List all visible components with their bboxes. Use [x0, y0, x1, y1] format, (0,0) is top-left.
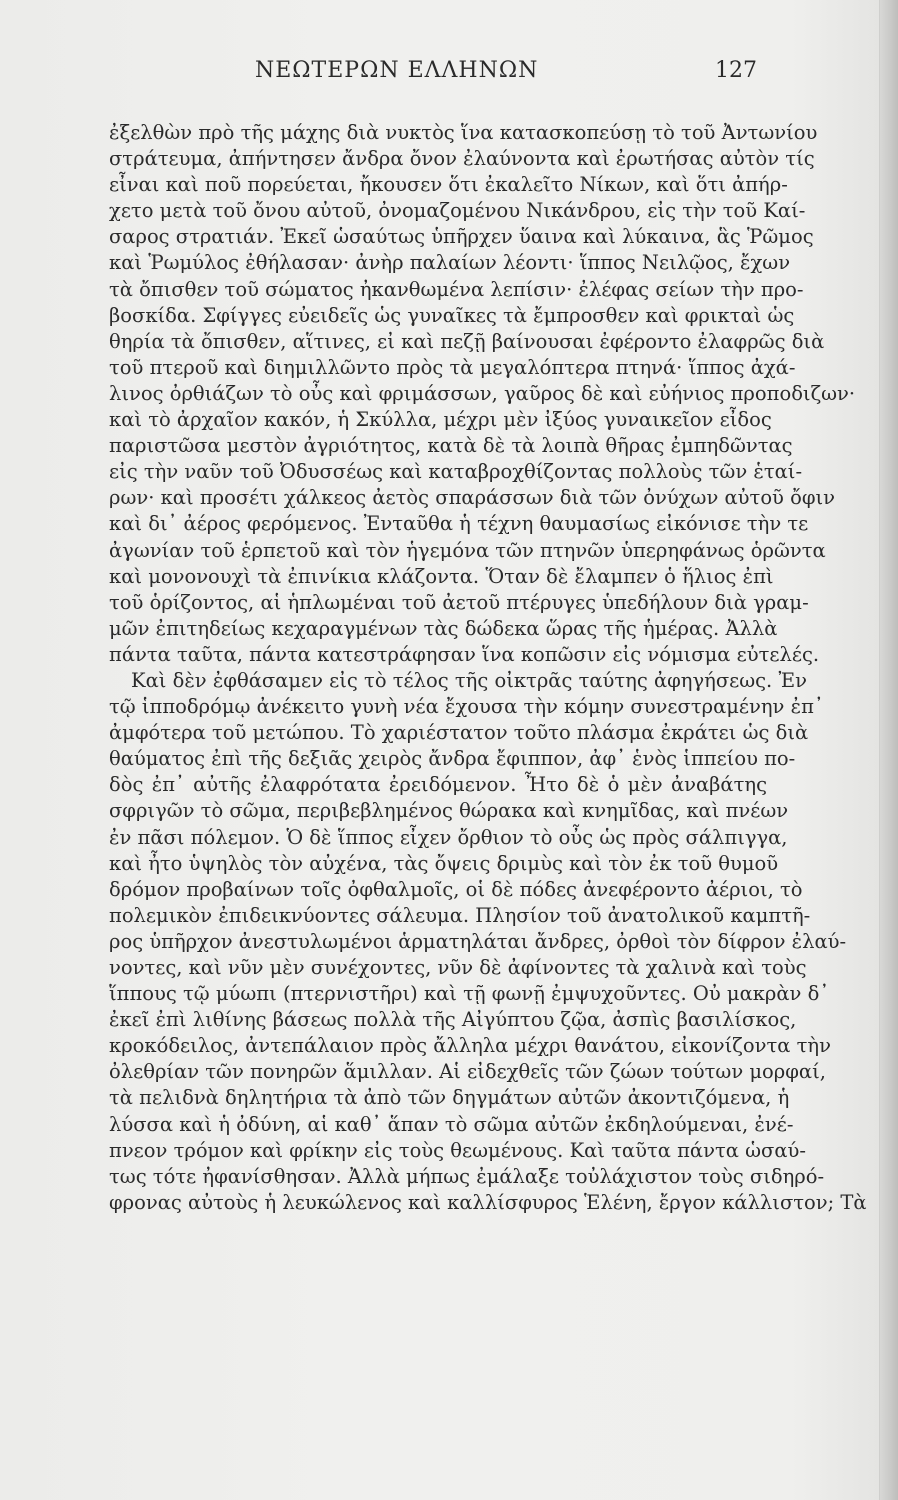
text-line: ἵππους τῷ μύωπι (πτερνιστῆρι) καὶ τῇ φωνῇ ἐμψυχοῦντες. Οὐ μακρὰν δ᾿ — [109, 982, 830, 1006]
text-line: βοσκίδα. Σφίγγες εὐειδεῖς ὡς γυναῖκες τὰ ἔμπροσθεν καὶ φρικταὶ ὡς — [109, 303, 795, 327]
text-line: μῶν ἐπιτηδείως κεχαραγμένων τὰς δώδεκα ὥρας τῆς ἡμέρας. Ἀλλὰ — [109, 616, 778, 640]
text-line: καὶ δι᾿ ἀέρος φερόμενος. Ἐνταῦθα ἡ τέχνη θαυμασίως εἰκόνισε τὴν τε — [109, 512, 809, 536]
text-line: τως τότε ἠφανίσθησαν. Ἀλλὰ μήπως ἐμάλαξε τοὐλάχιστον τοὺς σιδηρό- — [109, 1164, 825, 1188]
text-line: λινος ὀρθιάζων τὸ οὖς καὶ φριμάσσων, γαῦρος δὲ καὶ εὐήνιος προποδιζων· — [109, 381, 856, 405]
text-line: καὶ τὸ ἀρχαῖον κακόν, ἡ Σκύλλα, μέχρι μὲν ἰξύος γυναικεῖον εἶδος — [109, 408, 772, 432]
text-line: ρος ὑπῆρχον ἀνεστυλωμένοι ἁρματηλάται ἄνδρες, ὀρθοὶ τὸν δίφρον ἐλαύ- — [109, 929, 847, 953]
text-line: καὶ Ῥωμύλος ἐθήλασαν· ἀνὴρ παλαίων λέοντι· ἵππος Νειλῷος, ἔχων — [109, 251, 791, 275]
text-line: σφριγῶν τὸ σῶμα, περιβεβλημένος θώρακα καὶ κνημῖδας, καὶ πνέων — [109, 799, 789, 823]
text-line: ὀλεθρίαν τῶν πονηρῶν ἅμιλλαν. Αἱ εἰδεχθεῖς τῶν ζώων τούτων μορφαί, — [109, 1060, 826, 1084]
running-title: ΝΕΩΤΕΡΩΝ ΕΛΛΗΝΩΝ — [255, 58, 539, 83]
text-line: στράτευμα, ἀπήντησεν ἄνδρα ὄνον ἐλαύνοντα καὶ ἐρωτήσας αὐτὸν τίς — [109, 147, 815, 171]
text-line: χετο μετὰ τοῦ ὄνου αὐτοῦ, ὀνομαζομένου Νικάνδρου, εἰς τὴν τοῦ Καί- — [109, 199, 806, 223]
body-text — [109, 120, 867, 1242]
text-line: ρων· καὶ προσέτι χάλκεος ἀετὸς σπαράσσων διὰ τῶν ὀνύχων αὐτοῦ ὄφιν — [109, 486, 836, 510]
text-line: δὸς ἐπ᾿ αὐτῆς ἐλαφρότατα ἐρειδόμενον. Ἦτο δὲ ὁ μὲν ἀναβάτης — [109, 773, 767, 797]
text-line: πάντα ταῦτα, πάντα κατεστράφησαν ἵνα κοπῶσιν εἰς νόμισμα εὐτελές. — [109, 642, 820, 666]
text-line: πνεον τρόμον καὶ φρίκην εἰς τοὺς θεωμένους. Καὶ ταῦτα πάντα ὡσαύ- — [109, 1138, 806, 1162]
text-line: παριστῶσα μεστὸν ἀγριότητος, κατὰ δὲ τὰ λοιπὰ θῆρας ἐμπηδῶντας — [109, 434, 793, 458]
text-line: τοῦ πτεροῦ καὶ διημιλλῶντο πρὸς τὰ μεγαλόπτερα πτηνά· ἵππος ἀχά- — [109, 355, 796, 379]
text-line: ἐξελθὼν πρὸ τῆς μάχης διὰ νυκτὸς ἵνα κατασκοπεύσῃ τὸ τοῦ Ἀντωνίου — [109, 121, 818, 144]
text-line: τὰ πελιδνὰ δηλητήρια τὰ ἀπὸ τῶν δηγμάτων αὐτῶν ἀκοντιζόμενα, ἡ — [109, 1086, 790, 1110]
text-line — [109, 1216, 767, 1242]
text-line: ἐκεῖ ἐπὶ λιθίνης βάσεως πολλὰ τῆς Αἰγύπτου ζῷα, ἀσπὶς βασιλίσκος, — [109, 1008, 797, 1032]
text-line: θηρία τὰ ὄπισθεν, αἵτινες, εἰ καὶ πεζῇ βαίνουσαι ἐφέροντο ἐλαφρῶς διὰ — [109, 329, 825, 353]
text-line: τῷ ἱπποδρόμῳ ἀνέκειτο γυνὴ νέα ἔχουσα τὴν κόμην συνεστραμένην ἐπ᾿ — [109, 695, 824, 719]
text-line: δρόμον προβαίνων τοῖς ὀφθαλμοῖς, οἱ δὲ πόδες ἀνεφέροντο ἀέριοι, τὸ — [109, 877, 803, 901]
running-head — [225, 58, 765, 88]
page-edge — [879, 0, 898, 1500]
text-line: τοῦ ὁρίζοντος, αἱ ἡπλωμέναι τοῦ ἀετοῦ πτέρυγες ὑπεδήλουν διὰ γραμ- — [109, 590, 809, 614]
text-line: εἶναι καὶ ποῦ πορεύεται, ἤκουσεν ὅτι ἐκαλεῖτο Νίκων, καὶ ὅτι ἀπήρ- — [109, 173, 788, 197]
text-line: εἰς τὴν ναῦν τοῦ Ὀδυσσέως καὶ καταβροχθίζοντας πολλοὺς τῶν ἑταί- — [109, 460, 803, 484]
text-line: ἐν πᾶσι πόλεμον. Ὁ δὲ ἵππος εἶχεν ὄρθιον τὸ οὖς ὡς πρὸς σάλπιγγα, — [109, 825, 788, 849]
page-number: 127 — [715, 58, 757, 83]
text-line: κροκόδειλος, ἀντεπάλαιον πρὸς ἄλληλα μέχρι θανάτου, εἰκονίζοντα τὴν — [109, 1034, 831, 1058]
text-line: νοντες, καὶ νῦν μὲν συνέχοντες, νῦν δὲ ἀφίνοντες τὰ χαλινὰ καὶ τοὺς — [109, 956, 807, 979]
text-line: θαύματος ἐπὶ τῆς δεξιᾶς χειρὸς ἄνδρα ἔφιππον, ἀφ᾿ ἑνὸς ἱππείου πο- — [109, 747, 796, 771]
text-line: καὶ ἦτο ὑψηλὸς τὸν αὐχένα, τὰς ὄψεις δριμὺς καὶ τὸν ἐκ τοῦ θυμοῦ — [109, 851, 779, 875]
text-line: καὶ μονονουχὶ τὰ ἐπινίκια κλάζοντα. Ὅταν δὲ ἔλαμπεν ὁ ἥλιος ἐπὶ — [109, 564, 774, 588]
text-line: ἀγωνίαν τοῦ ἑρπετοῦ καὶ τὸν ἡγεμόνα τῶν πτηνῶν ὑπερηφάνως ὁρῶντα — [109, 538, 826, 562]
text-line: φρονας αὐτοὺς ἡ λευκώλενος καὶ καλλίσφυρος Ἑλένη, ἔργον κάλλιστον; Τὰ — [109, 1190, 867, 1214]
text-line: λύσσα καὶ ἡ ὀδύνη, αἱ καθ᾿ ἅπαν τὸ σῶμα αὐτῶν ἐκδηλούμεναι, ἐνέ- — [109, 1112, 794, 1136]
text-line: πολεμικὸν ἐπιδεικνύοντες σάλευμα. Πλησίον τοῦ ἀνατολικοῦ καμπτῆ- — [109, 903, 811, 927]
text-line: σαρος στρατιάν. Ἐκεῖ ὡσαύτως ὑπῆρχεν ὕαινα καὶ λύκαινα, ἃς Ῥῶμος — [109, 225, 814, 249]
text-line: ἀμφότερα τοῦ μετώπου. Τὸ χαριέστατον τοῦτο πλάσμα ἐκράτει ὡς διὰ — [109, 721, 809, 745]
text-line: τὰ ὄπισθεν τοῦ σώματος ἠκανθωμένα λεπίσιν· ἐλέφας σείων τὴν προ- — [109, 277, 804, 301]
paragraph-start-line: Καὶ δὲν ἐφθάσαμεν εἰς τὸ τέλος τῆς οἰκτρᾶς ταύτης ἀφηγήσεως. Ἐν — [131, 668, 807, 692]
